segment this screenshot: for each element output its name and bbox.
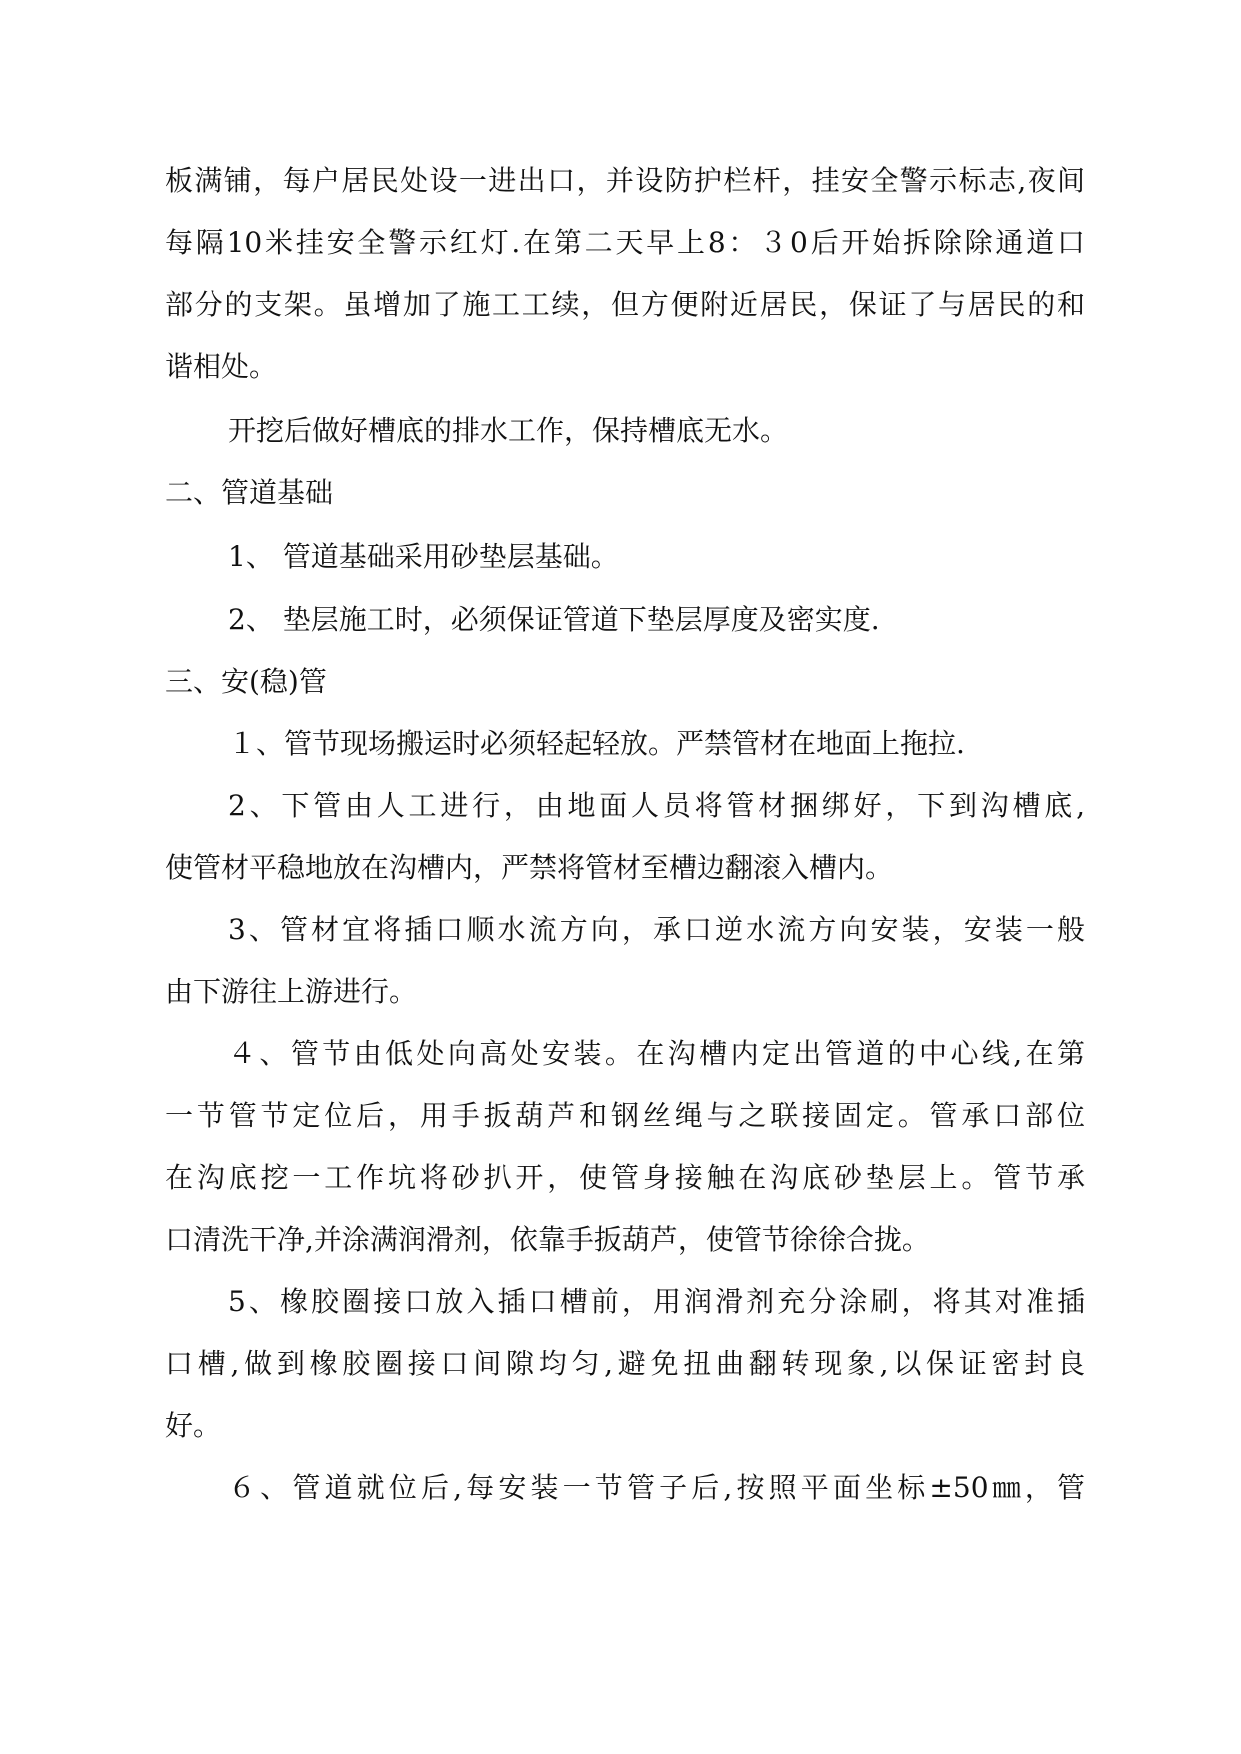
text-line: 由下游往上游进行。 — [165, 975, 418, 1008]
text-line: 开挖后做好槽底的排水工作，保持槽底无水。 — [228, 414, 789, 447]
text-line: 在沟底挖一工作坑将砂扒开，使管身接触在沟底砂垫层上。管节承 — [165, 1161, 1085, 1194]
list-item: 1、 管道基础采用砂垫层基础。 — [228, 540, 619, 573]
list-item: 2、下管由人工进行，由地面人员将管材捆绑好，下到沟槽底, — [228, 789, 1085, 822]
text-line: 板满铺，每户居民处设一进出口，并设防护栏杆，挂安全警示标志,夜间 — [165, 164, 1085, 197]
list-item: ４、管节由低处向高处安装。在沟槽内定出管道的中心线,在第 — [228, 1037, 1085, 1070]
section-heading: 二、管道基础 — [165, 476, 334, 509]
text-line: 谐相处。 — [165, 350, 278, 383]
list-item: ６、管道就位后,每安装一节管子后,按照平面坐标±50㎜，管 — [228, 1471, 1085, 1504]
list-item: 3、管材宜将插口顺水流方向，承口逆水流方向安装，安装一般 — [228, 913, 1085, 946]
text-line: 口槽,做到橡胶圈接口间隙均匀,避免扭曲翻转现象,以保证密封良 — [165, 1347, 1085, 1380]
text-line: 口清洗干净,并涂满润滑剂，依靠手扳葫芦，使管节徐徐合拢。 — [165, 1223, 930, 1256]
text-line: 使管材平稳地放在沟槽内，严禁将管材至槽边翻滚入槽内。 — [165, 851, 894, 884]
text-line: 好。 — [165, 1409, 222, 1442]
list-item: １、管节现场搬运时必须轻起轻放。严禁管材在地面上拖拉. — [228, 727, 965, 760]
list-item: 2、 垫层施工时，必须保证管道下垫层厚度及密实度. — [228, 603, 880, 636]
list-item: 5、橡胶圈接口放入插口槽前，用润滑剂充分涂刷，将其对准插 — [228, 1285, 1085, 1318]
section-heading: 三、安(稳)管 — [165, 665, 327, 698]
text-line: 部分的支架。虽增加了施工工续，但方便附近居民，保证了与居民的和 — [165, 288, 1085, 321]
text-line: 一节管节定位后，用手扳葫芦和钢丝绳与之联接固定。管承口部位 — [165, 1099, 1085, 1132]
text-line: 每隔10米挂安全警示红灯.在第二天早上8：３0后开始拆除除通道口 — [165, 226, 1085, 259]
